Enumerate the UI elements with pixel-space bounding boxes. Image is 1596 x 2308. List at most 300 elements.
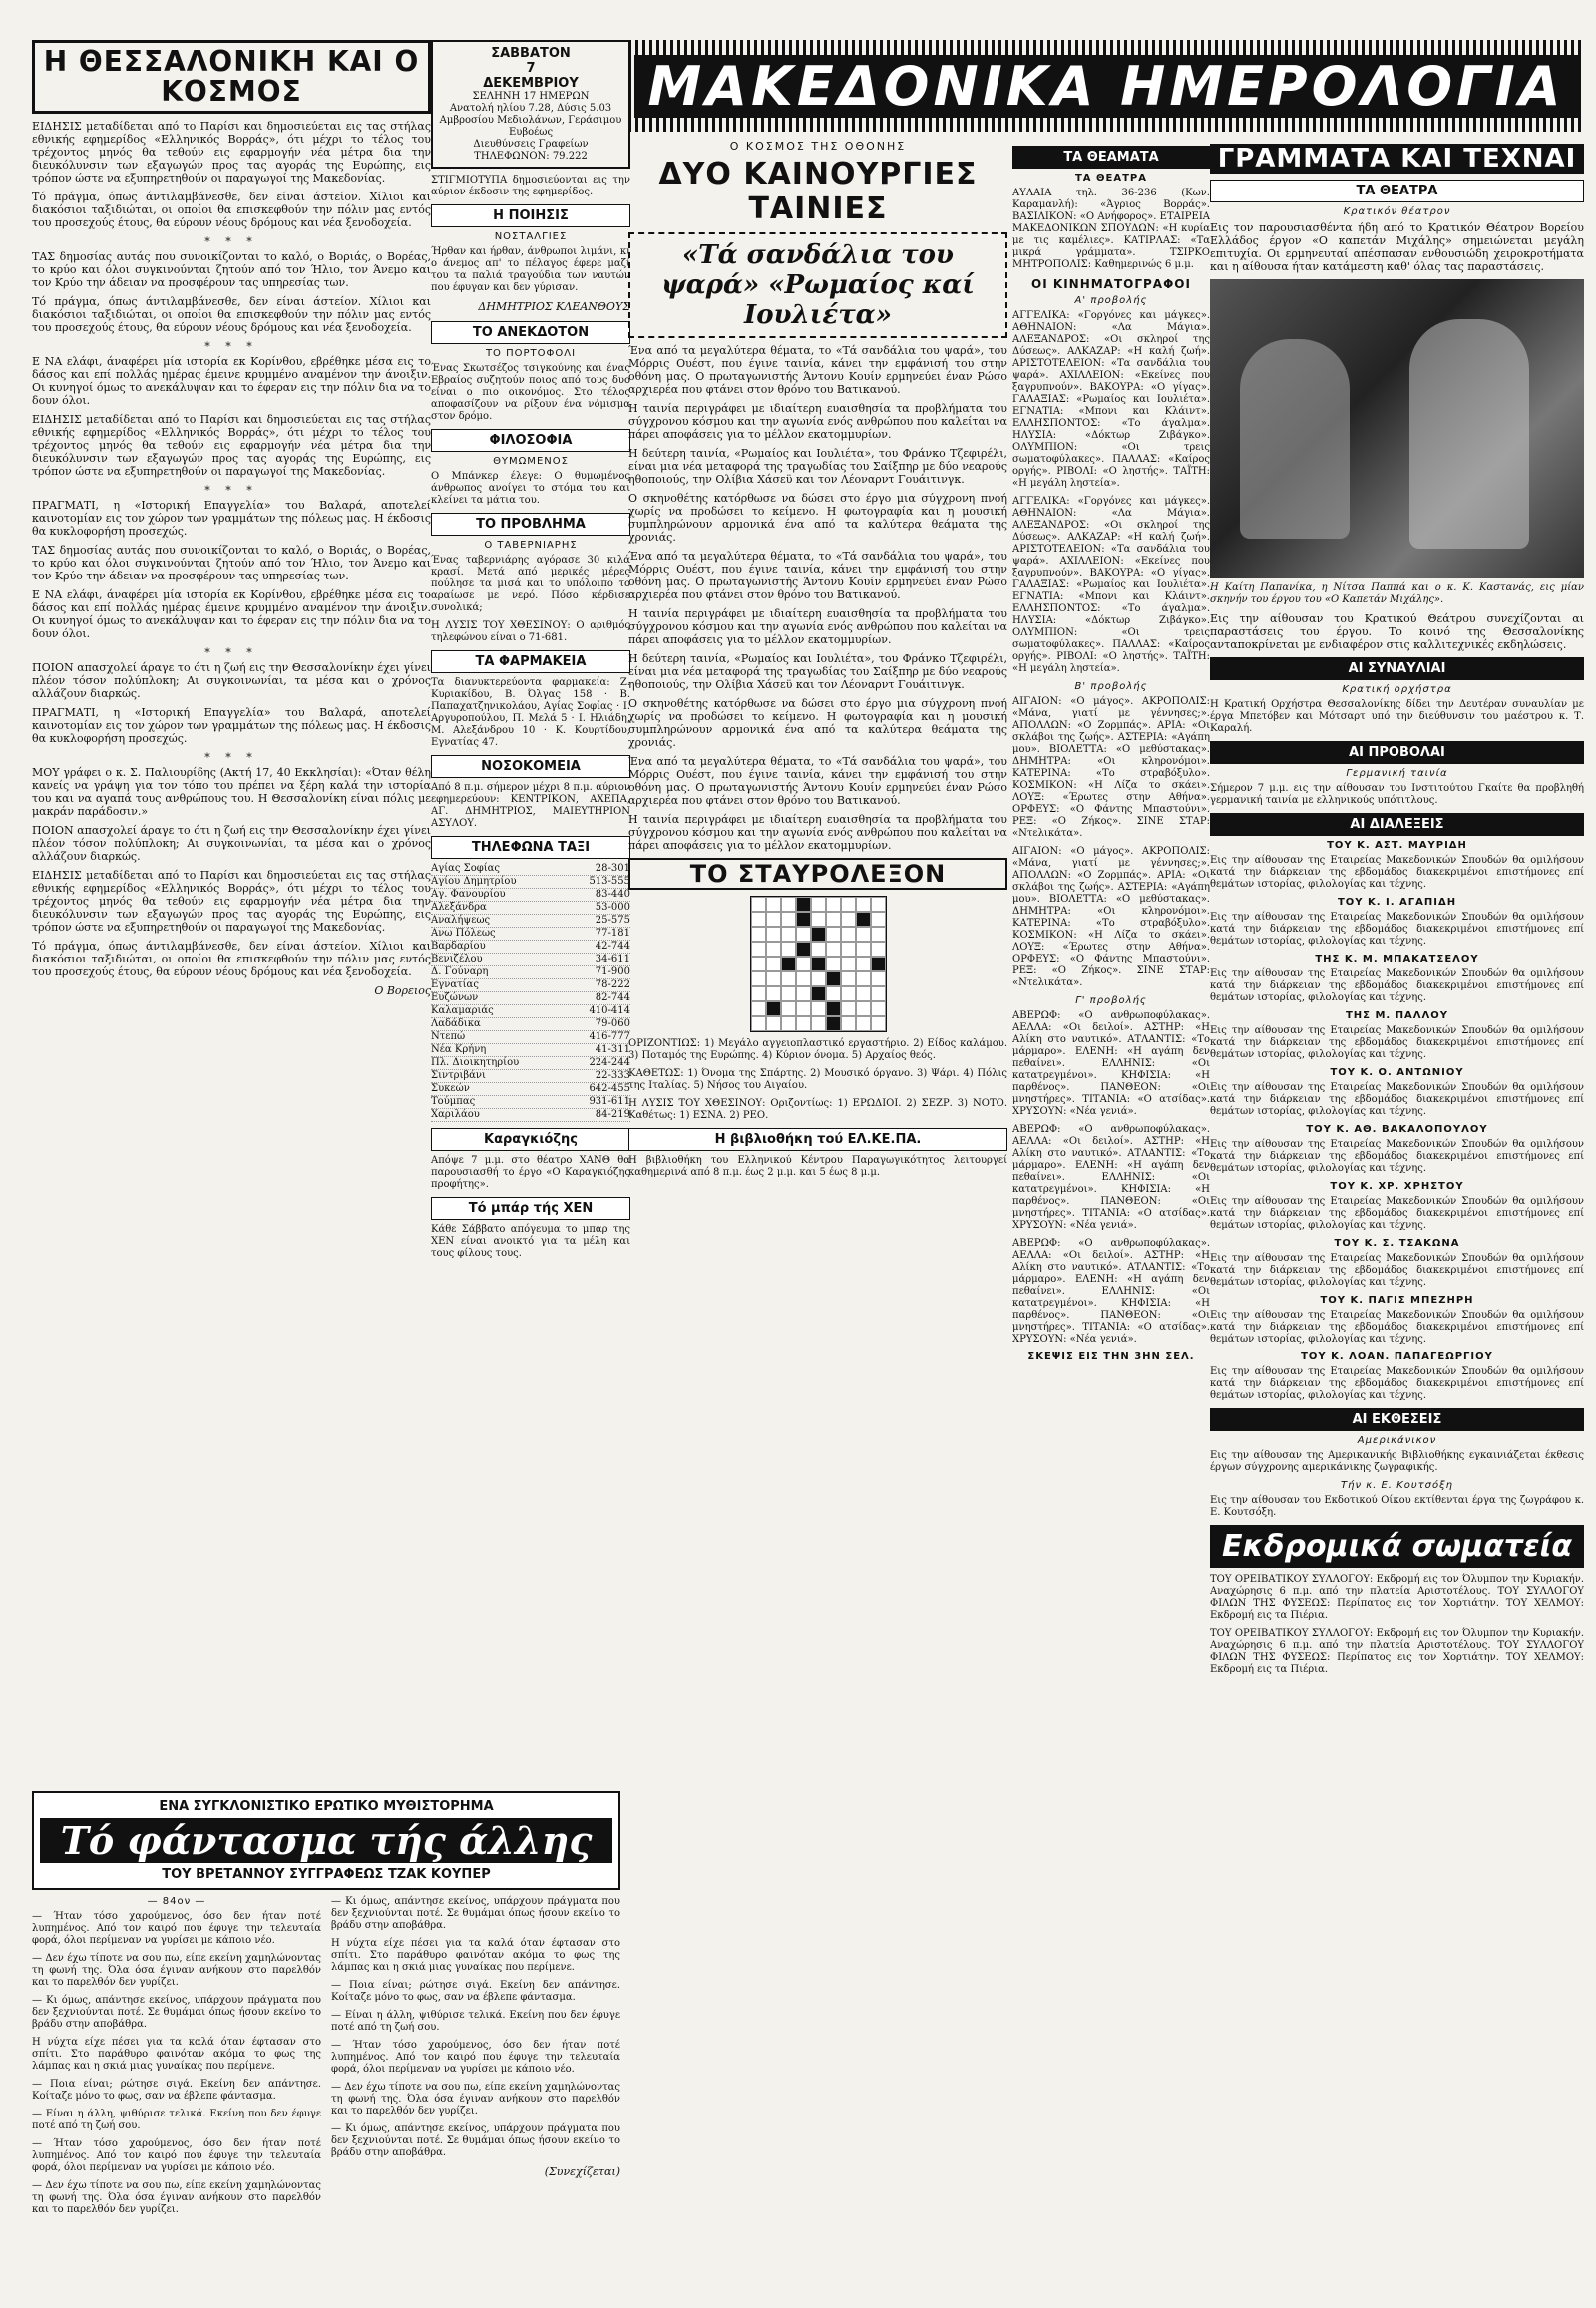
article-paragraph: ΕΙΔΗΣΙΣ μεταδίδεται από το Παρίσι και δημοσιεύεται εις τας στήλας εθνικής εφημερίδος «Ελληνικός Βορράς», ότι μέχρι το τέλος του τρέχοντος μηνός θα τεθούν εις εφαρμογήν νέα μέτρα δια την διευκόλυνσιν των εξαγωγών προς τας αγοράς της Ευρώπης, εις τρόπον ώστε να εξυπηρετηθούν οι παραγωγοί της Μακεδονίας.: [32, 413, 431, 478]
taxi-phone: 22-333: [595, 1070, 630, 1081]
article-paragraph: ΠΟΙΟΝ απασχολεί άραγε το ότι η ζωή εις την Θεσσαλονίκην έχει γίνει πλέον τόσον πολύπλοκη; Αι συγκοινωνίαι, τα μέσα και ο χρόνος αλλάζουν διαρκώς.: [32, 824, 431, 863]
serial-paragraph: — Είναι η άλλη, ψιθύρισε τελικά. Εκείνη που δεν έφυγε ποτέ από τη ζωή σου.: [32, 2109, 321, 2131]
crossword-cell: [856, 1001, 871, 1016]
lecture-text: Εις την αίθουσαν της Εταιρείας Μακεδονικών Σπουδών θα ομιλήσουν κατά την διάρκειαν της εβδομάδος διακεκριμένοι επιστήμονες επί θεμάτων ιστορίας, φιλολογίας και τέχνης.: [1210, 1366, 1584, 1401]
crossword-cell: [871, 971, 886, 986]
crossword-cell: [811, 971, 826, 986]
section-poetry: Η ΠΟΙΗΣΙΣ: [431, 204, 630, 227]
serial-paragraph: — Είναι η άλλη, ψιθύρισε τελικά. Εκείνη που δεν έφυγε ποτέ από τη ζωή σου.: [331, 2010, 620, 2033]
crossword-cell: [796, 897, 811, 912]
taxi-stand: Συκεών: [431, 1083, 470, 1094]
taxi-stand: Τούμπας: [431, 1096, 476, 1107]
crossword-cell: [856, 912, 871, 927]
taxi-list: [431, 863, 630, 1122]
taxi-phone: 416-777: [589, 1031, 630, 1042]
taxi-phone: 41-311: [595, 1044, 630, 1055]
serial-columns: [32, 1896, 620, 2222]
anecdote-text: Ένας Σκωτσέζος τσιγκούνης και ένας Εβραίος συζητούν ποιος από τους δυο είναι ο πιο οικονόμος. Στο τέλος αποφασίζουν να ρίξουν ένα νόμισμα στον δρόμο.: [431, 363, 630, 422]
lecturer-name: ΤΟΥ Κ. ΑΘ. ΒΑΚΑΛΟΠΟΥΛΟΥ: [1306, 1124, 1488, 1135]
section-hospitals: ΝΟΣΟΚΟΜΕΙΑ: [431, 755, 630, 778]
second-run-list: ΑΙΓΑΙΟΝ: «Ο μάγος». ΑΚΡΟΠΟΛΙΣ: «Μάνα, γιατί με γέννησες;». ΑΠΟΛΛΩΝ: «Ο Ζορμπάς». ΑΡΙΑ: «Οι σκλάβοι της ζωής». ΑΣΤΕΡΙΑ: «Αγάπη μου». ΒΙΟΛΕΤΤΑ: «Ο μεθύστακας». ΔΗΜΗΤΡΑ: «Οι κληρονόμοι». ΚΑΤΕΡΙΝΑ: «Το στραβόξυλο». ΚΟΣΜΙΚΟΝ: «Η Λίζα το σκάει». ΛΟΥΞ: «Έρωτες στην Αθήνα». ΟΡΦΕΥΣ: «Ο Φάντης Μπαστούνι». ΡΕΞ: «Ο Ζήκος». ΣΙΝΕ ΣΤΑΡ: «Ντελικάτα».: [1012, 846, 1210, 988]
column-arts: [1210, 140, 1584, 1682]
lecture-text: Εις την αίθουσαν της Εταιρείας Μακεδονικών Σπουδών θα ομιλήσουν κατά την διάρκειαν της εβδομάδος διακεκριμένοι επιστήμονες επί θεμάτων ιστορίας, φιλολογίας και τέχνης.: [1210, 1025, 1584, 1060]
taxi-entry: [431, 915, 630, 928]
serial-column: [331, 1896, 620, 2222]
photo-figure: [1240, 339, 1350, 539]
section-lectures: ΑΙ ΔΙΑΛΕΞΕΙΣ: [1210, 813, 1584, 836]
section-karagiozis: Καραγκιόζης: [431, 1128, 630, 1151]
serial-banner: [32, 1791, 620, 1890]
exhibition-text: Εις την αίθουσαν του Εκδοτικού Οίκου εκτίθενται έργα της ζωγράφου κ. Ε. Κουτσόξη.: [1210, 1495, 1584, 1518]
article-paragraph: ΕΙΔΗΣΙΣ μεταδίδεται από το Παρίσι και δημοσιεύεται εις τας στήλας εθνικής εφημερίδος «Ελληνικός Βορράς», ότι μέχρι το τέλος του τρέχοντος μηνός θα τεθούν εις εφαρμογήν νέα μέτρα δια την διευκόλυνσιν των εξαγωγών προς τας αγοράς της Ευρώπης, εις τρόπον ώστε να εξυπηρετηθούν οι παραγωγοί της Μακεδονίας.: [32, 869, 431, 934]
article-paragraph: ΠΡΑΓΜΑΤΙ, η «Ιστορική Επαγγελία» του Βαλαρά, αποτελεί καινοτομίαν εις τον χώρον των γραμμάτων της πόλεως μας. Η έκδοσις θα κυκλοφορήση προσεχώς.: [32, 706, 431, 745]
taxi-entry: [431, 928, 630, 941]
crossword-cell: [766, 1016, 781, 1031]
section-philosophy: ΦΙΛΟΣΟΦΙΑ: [431, 429, 630, 452]
serial-title: Τό φάντασμα τής άλλης: [40, 1818, 612, 1863]
crossword-cell: [811, 942, 826, 957]
article-paragraph: ΜΟΥ γράφει ο κ. Σ. Παλιουρίδης (Ακτή 17, 40 Εκκλησίαι): «Όταν θέλη κανείς να γράψη για τον τόπο του πρέπει να ξέρη καλά την ιστορία του και να αγαπά τους ανθρώπους του. Η Θεσσαλονίκη είναι πόλις με μακράν παράδοσιν.»: [32, 766, 431, 818]
taxi-phone: 28-301: [595, 863, 630, 874]
crossword-cell: [841, 927, 856, 942]
crossword-cell: [766, 897, 781, 912]
third-run-heading: Γ' προβολής: [1075, 995, 1147, 1006]
column-thessaloniki: [32, 40, 431, 1005]
article-paragraph: Τό πράγμα, όπως άντιλαμβάνεσθε, δεν είναι άστείον. Χίλιοι και διακόσιοι ταξιδιώται, οι οποίοι θα επισκεφθούν την πόλιν μας εντός του προσεχούς έτους, θα εύρουν νέους δρόμους και νέα ξενοδοχεία.: [32, 191, 431, 229]
crossword-cell: [871, 912, 886, 927]
serial-paragraph: — Κι όμως, απάντησε εκείνος, υπάρχουν πράγματα που δεν ξεχνιούνται ποτέ. Σε θυμάμαι όπως ήσουν εκείνο το βράδυ στην αποβάθρα.: [331, 2123, 620, 2158]
theatre-text: Εις τον παρουσιασθέντα ήδη από το Κρατικόν Θέατρον Βορείου Ελλάδος έργον «Ο καπετάν Μιχάλης» σημειώνεται μεγάλη επιτυχία. Οι ερμηνευταί απέσπασαν ενθουσιώδη χειροκροτήματα και η αίθουσα ήταν κατάμεστη καθ' όλας τας παραστάσεις.: [1210, 221, 1584, 273]
crossword-cell: [871, 957, 886, 971]
crossword-cell: [841, 1001, 856, 1016]
excursions-banner: Εκδρομικά σωματεία: [1210, 1525, 1584, 1568]
theatres-heading: ΤΑ ΘΕΑΤΡΑ: [1074, 173, 1147, 184]
column-listings: [1012, 140, 1210, 1366]
section-exhibitions: ΑΙ ΕΚΘΕΣΕΙΣ: [1210, 1408, 1584, 1431]
separator-stars: * * *: [204, 235, 258, 248]
crossword-cell: [766, 986, 781, 1001]
taxi-stand: Λαδάδικα: [431, 1018, 481, 1029]
taxi-stand: Σιντριβάνι: [431, 1070, 486, 1081]
column-cinema-feature: [628, 140, 1007, 1185]
taxi-stand: Αγίου Δημητρίου: [431, 876, 517, 887]
second-run-heading: Β' προβολής: [1074, 681, 1148, 692]
crossword-cell: [751, 942, 766, 957]
crossword-cell: [781, 927, 796, 942]
taxi-stand: Αναλήψεως: [431, 915, 491, 926]
crossword-cell: [841, 897, 856, 912]
serial-paragraph: — Ποια είναι; ρώτησε σιγά. Εκείνη δεν απάντησε. Κοίταζε μόνο το φως, σαν να έβλεπε φάντασμα.: [32, 2079, 321, 2102]
feature-paragraph: Ένα από τα μεγαλύτερα θέματα, το «Τά σανδάλια του ψαρά», του Μόρρις Ουέστ, που έγινε ταινία, κάνει την εμφάνισή του στην οθόνη μας. Ο πρωταγωνιστής Άντονυ Κουίν ερμηνεύει έναν Ρώσο αρχιερέα που φτάνει στον θρόνο του Βατικανού.: [628, 344, 1007, 396]
crossword-cell: [826, 1016, 841, 1031]
taxi-stand: Αγ. Φανουρίου: [431, 889, 506, 900]
crossword-cell: [796, 986, 811, 1001]
first-run-heading: Α' προβολής: [1074, 295, 1148, 306]
taxi-phone: 642-455: [589, 1083, 630, 1094]
crossword-cell: [796, 927, 811, 942]
taxi-phone: 79-060: [595, 1018, 630, 1029]
taxi-entry: [431, 1057, 630, 1070]
section-pharmacies: ΤΑ ΦΑΡΜΑΚΕΙΑ: [431, 650, 630, 673]
screening-text: Σήμερον 7 μ.μ. εις την αίθουσαν του Ινστιτούτου Γκαίτε θα προβληθή γερμανική ταινία με ελληνικούς υπότιτλους.: [1210, 783, 1584, 806]
serial-kicker: ΕΝΑ ΣΥΓΚΛΟΝΙΣΤΙΚΟ ΕΡΩΤΙΚΟ ΜΥΘΙΣΤΟΡΗΜΑ: [159, 1799, 494, 1814]
feature-paragraph: Ένα από τα μεγαλύτερα θέματα, το «Τά σανδάλια του ψαρά», του Μόρρις Ουέστ, που έγινε ταινία, κάνει την εμφάνισή του στην οθόνη μας. Ο πρωταγωνιστής Άντονυ Κουίν ερμηνεύει έναν Ρώσο αρχιερέα που φτάνει στον θρόνο του Βατικανού.: [628, 755, 1007, 807]
karagiozis-text: Απόψε 7 μ.μ. στο θέατρο ΧΑΝΘ θα παρουσιασθή το έργο «Ο Καραγκιόζης προφήτης».: [431, 1155, 630, 1190]
serial-novel: [32, 1785, 620, 2222]
section-library: Η βιβλιοθήκη τού ΕΛ.ΚΕ.ΠΑ.: [628, 1128, 1007, 1151]
feature-titles-box: [628, 232, 1007, 338]
crossword-cell: [871, 1016, 886, 1031]
problem-subtitle: Ο ΤΑΒΕΡΝΙΑΡΗΣ: [484, 540, 578, 551]
crossword-cell: [751, 957, 766, 971]
headline-box: [32, 40, 431, 114]
crossword-cell: [841, 942, 856, 957]
separator-stars: * * *: [204, 340, 258, 353]
lecturer-name: ΤΗΣ Κ. Μ. ΜΠΑΚΑΤΣΕΛΟΥ: [1315, 954, 1479, 964]
taxi-stand: Πλ. Διοικητηρίου: [431, 1057, 520, 1068]
lecturer-name: ΤΟΥ Κ. Σ. ΤΣΑΚΩΝΑ: [1334, 1238, 1460, 1249]
first-run-list: ΑΓΓΕΛΙΚΑ: «Γοργόνες και μάγκες». ΑΘΗΝΑΙΟΝ: «Λα Μάγια». ΑΛΕΞΑΝΔΡΟΣ: «Οι σκληροί της Δύσεως». ΑΛΚΑΖΑΡ: «Η καλή ζωή». ΑΡΙΣΤΟΤΕΛΕΙΟΝ: «Τα σανδάλια του ψαρά». ΑΧΙΛΛΕΙΟΝ: «Εκείνες που ξαγρυπνούν». ΒΑΚΟΥΡΑ: «Ο γίγας». ΓΑΛΑΞΙΑΣ: «Ρωμαίος και Ιουλιέτα». ΕΓΝΑΤΙΑ: «Μπονι και Κλάιντ». ΕΛΛΗΣΠΟΝΤΟΣ: «Το άγαλμα». ΗΛΥΣΙΑ: «Δόκτωρ Ζιβάγκο». ΟΛΥΜΠΙΟΝ: «Οι τρεις σωματοφύλακες». ΠΑΛΛΑΣ: «Καίρος οργής». ΡΙΒΟΛΙ: «Ο ληστής». ΤΑΪΤΗ: «Η μεγάλη ληστεία».: [1012, 310, 1210, 489]
taxi-phone: 77-181: [595, 928, 630, 939]
crossword-cell: [826, 927, 841, 942]
lecture-text: Εις την αίθουσαν της Εταιρείας Μακεδονικών Σπουδών θα ομιλήσουν κατά την διάρκειαν της εβδομάδος διακεκριμένοι επιστήμονες επί θεμάτων ιστορίας, φιλολογίας και τέχνης.: [1210, 1139, 1584, 1174]
crossword-cell: [796, 1001, 811, 1016]
crossword-cell: [796, 971, 811, 986]
crossword-cell: [751, 986, 766, 1001]
taxi-stand: Νέα Κρήνη: [431, 1044, 487, 1055]
lecturer-name: ΤΟΥ Κ. ΛΟΑΝ. ΠΑΠΑΓΕΩΡΓΙΟΥ: [1301, 1351, 1493, 1362]
column-info: [431, 40, 630, 1266]
second-run-list: ΑΙΓΑΙΟΝ: «Ο μάγος». ΑΚΡΟΠΟΛΙΣ: «Μάνα, γιατί με γέννησες;». ΑΠΟΛΛΩΝ: «Ο Ζορμπάς». ΑΡΙΑ: «Οι σκλάβοι της ζωής». ΑΣΤΕΡΙΑ: «Αγάπη μου». ΒΙΟΛΕΤΤΑ: «Ο μεθύστακας». ΔΗΜΗΤΡΑ: «Οι κληρονόμοι». ΚΑΤΕΡΙΝΑ: «Το στραβόξυλο». ΚΟΣΜΙΚΟΝ: «Η Λίζα το σκάει». ΛΟΥΞ: «Έρωτες στην Αθήνα». ΟΡΦΕΥΣ: «Ο Φάντης Μπαστούνι». ΡΕΞ: «Ο Ζήκος». ΣΙΝΕ ΣΤΑΡ: «Ντελικάτα».: [1012, 696, 1210, 839]
taxi-stand: Εγνατίας: [431, 979, 479, 990]
crossword-cell: [751, 1001, 766, 1016]
serial-paragraph: — Δεν έχω τίποτε να σου πω, είπε εκείνη χαμηλώνοντας τη φωνή της. Όλα όσα έγιναν ανήκουν στο παρελθόν και το παρελθόν δεν γυρίζει.: [32, 2180, 321, 2215]
serial-paragraph: — Κι όμως, απάντησε εκείνος, υπάρχουν πράγματα που δεν ξεχνιούνται ποτέ. Σε θυμάμαι όπως ήσουν εκείνο το βράδυ στην αποβάθρα.: [32, 1995, 321, 2030]
crossword-cell: [841, 1016, 856, 1031]
library-text: Η βιβλιοθήκη του Ελληνικού Κέντρου Παραγωγικότητος λειτουργεί καθημερινά από 8 π.μ. έως 2 μ.μ. και 5 έως 8 μ.μ.: [628, 1155, 1007, 1178]
problem-text: Ένας ταβερνιάρης αγόρασε 30 κιλά κρασί. Μετά από μερικές μέρες πούλησε τα μισά και το υπόλοιπο το αραίωσε με νερό. Πόσο κέρδισε συνολικά;: [431, 555, 630, 613]
taxi-entry: [431, 876, 630, 889]
lecture-text: Εις την αίθουσαν της Εταιρείας Μακεδονικών Σπουδών θα ομιλήσουν κατά την διάρκειαν της εβδομάδος διακεκριμένοι επιστήμονες επί θεμάτων ιστορίας, φιλολογίας και τέχνης.: [1210, 1196, 1584, 1231]
taxi-phone: 224-244: [589, 1057, 630, 1068]
crossword-cell: [871, 986, 886, 1001]
article-paragraph: Τό πράγμα, όπως άντιλαμβάνεσθε, δεν είναι άστείον. Χίλιοι και διακόσιοι ταξιδιώται, οι οποίοι θα επισκεφθούν την πόλιν μας εντός του προσεχούς έτους, θα εύρουν νέους δρόμους και νέα ξενοδοχεία.: [32, 940, 431, 978]
exhibition-text: Εις την αίθουσαν της Αμερικανικής Βιβλιοθήκης εγκαινιάζεται έκθεσις έργων σύγχρονης αμερικάνικης ζωγραφικής.: [1210, 1450, 1584, 1473]
author-signature: Ο Βορειος: [374, 984, 431, 997]
anecdote-subtitle: ΤΟ ΠΟΡΤΟΦΟΛΙ: [485, 348, 577, 359]
taxi-stand: Αλεξάνδρα: [431, 902, 487, 913]
crossword-grid: [750, 896, 887, 1032]
feature-paragraph: Ένα από τα μεγαλύτερα θέματα, το «Τά σανδάλια του ψαρά», του Μόρρις Ουέστ, που έγινε ταινία, κάνει την εμφάνισή του στην οθόνη μας. Ο πρωταγωνιστής Άντονυ Κουίν ερμηνεύει έναν Ρώσο αρχιερέα που φτάνει στον θρόνο του Βατικανού.: [628, 550, 1007, 601]
taxi-stand: Ανω Πόλεως: [431, 928, 496, 939]
crossword-cell: [766, 971, 781, 986]
serial-author: ΤΟΥ ΒΡΕΤΑΝΝΟΥ ΣΥΓΓΡΑΦΕΩΣ ΤΖΑΚ ΚΟΥΠΕΡ: [162, 1867, 491, 1882]
crossword-cell: [766, 957, 781, 971]
taxi-entry: [431, 902, 630, 915]
cinemas-heading: ΟΙ ΚΙΝΗΜΑΤΟΓΡΑΦΟΙ: [1031, 277, 1191, 291]
theatres-list: ΑΥΛΑΙΑ τηλ. 36-236 (Κων. Καραμανλή): «Άγριος Βορράς». ΒΑΣΙΛΙΚΟΝ: «Ο Ανήφορος». ΕΤΑΙΡΕΙΑ ΜΑΚΕΔΟΝΙΚΩΝ ΣΠΟΥΔΩΝ: «Η κυρία με τις καμέλιες». ΚΑΤΙΡΛΑΣ: «Τα μικρά γράμματα». ΤΣΙΡΚΟ ΜΗΤΡΟΠΟΛΙΣ: Καθημερινώς 6 μ.μ.: [1012, 188, 1210, 270]
taxi-phone: 83-440: [595, 889, 630, 900]
poetry-signature: ΔΗΜΗΤΡΙΟΣ ΚΛΕΑΝΘΟΥΣ: [478, 300, 630, 313]
crossword-cell: [796, 942, 811, 957]
feature-paragraph: Η δεύτερη ταινία, «Ρωμαίος και Ιουλιέτα», του Φράνκο Τζεφιρέλι, είναι μια νέα μεταφορά της τραγωδίας του Σαίξπηρ με δύο νεαρούς ηθοποιούς, την Ολίβια Χάσεϋ και τον Λέοναρντ Γουάιτινγκ.: [628, 652, 1007, 691]
taxi-phone: 513-555: [589, 876, 630, 887]
theatre-subtitle: Κρατικόν θέατρον: [1343, 206, 1451, 217]
hospitals-text: Από 8 π.μ. σήμερον μέχρι 8 π.μ. αύριον εφημερεύουν: ΚΕΝΤΡΙΚΟΝ, ΑΧΕΠΑ, ΑΓ. ΔΗΜΗΤΡΙΟΣ, ΜΑΙΕΥΤΗΡΙΟΝ ΑΣΥΛΟΥ.: [431, 782, 630, 829]
article-paragraph: ΠΟΙΟΝ απασχολεί άραγε το ότι η ζωή εις την Θεσσαλονίκην έχει γίνει πλέον τόσον πολύπλοκη; Αι συγκοινωνίαι, τα μέσα και ο χρόνος αλλάζουν διαρκώς.: [32, 661, 431, 700]
taxi-entry: [431, 966, 630, 979]
taxi-phone: 34-611: [595, 954, 630, 964]
crossword-cell: [781, 912, 796, 927]
crossword-cell: [841, 957, 856, 971]
article-paragraph: ΤΑΣ δημοσίας αυτάς που συνοικίζονται το καλό, ο Βοριάς, ο Βορέας, το κρύο και όλοι συγκινούνται ζητούν από τον Ήλιο, τον Άνεμο και τον Κρύο την άδειαν να προσφέρουν τας υπηρεσίας των.: [32, 544, 431, 582]
serial-continued: (Συνεχίζεται): [544, 2165, 620, 2178]
crossword-cell: [841, 912, 856, 927]
feature-kicker: Ο ΚΟΣΜΟΣ ΤΗΣ ΟΘΟΝΗΣ: [729, 140, 907, 153]
crossword-cell: [781, 897, 796, 912]
taxi-stand: Δ. Γούναρη: [431, 966, 489, 977]
date-box: [431, 40, 630, 169]
crossword-cell: [811, 986, 826, 1001]
third-run-list: ΑΒΕΡΩΦ: «Ο ανθρωποφύλακας». ΑΕΛΛΑ: «Οι δειλοί». ΑΣΤΗΡ: «Η Αλίκη στο ναυτικό». ΑΤΛΑΝΤΙΣ: «Το μάρμαρο». ΕΛΕΝΗ: «Η αγάπη δεν πεθαίνει». ΕΛΛΗΝΙΣ: «Οι κατατρεγμένοι». ΚΗΦΙΣΙΑ: «Η παρθένος». ΠΑΝΘΕΟΝ: «Οι μνηστήρες». ΤΙΤΑΝΙΑ: «Ο ατσίδας». ΧΡΥΣΟΥΝ: «Νέα γενιά».: [1012, 1010, 1210, 1117]
phone-line: Διευθύνσεις Γραφείων ΤΗΛΕΦΩΝΟΝ: 79.222: [473, 139, 589, 162]
crossword-cell: [781, 971, 796, 986]
taxi-phone: 42-744: [595, 941, 630, 952]
section-problem: ΤΟ ΠΡΟΒΛΗΜΑ: [431, 513, 630, 536]
crossword-cell: [856, 927, 871, 942]
separator-stars: * * *: [204, 484, 258, 497]
lecture-text: Εις την αίθουσαν της Εταιρείας Μακεδονικών Σπουδών θα ομιλήσουν κατά την διάρκειαν της εβδομάδος διακεκριμένοι επιστήμονες επί θεμάτων ιστορίας, φιλολογίας και τέχνης.: [1210, 1082, 1584, 1117]
feature-headline: ΔΥΟ ΚΑΙΝΟΥΡΓΙΕΣ ΤΑΙΝΙΕΣ: [658, 157, 978, 226]
crossword-down: ΚΑΘΕΤΩΣ: 1) Όνομα της Σπάρτης. 2) Μουσικό όργανο. 3) Ψάρι. 4) Πόλις της Ιταλίας. 5) Νήσος του Αιγαίου.: [628, 1068, 1007, 1091]
lecturer-name: ΤΟΥ Κ. Ο. ΑΝΤΩΝΙΟΥ: [1330, 1067, 1464, 1078]
taxi-entry: [431, 1109, 630, 1122]
crossword-cell: [871, 927, 886, 942]
serial-paragraph: — Ήταν τόσο χαρούμενος, όσο δεν ήταν ποτέ λυπημένος. Από τον καιρό που έφυγε την τελευταία φορά, όλοι περίμεναν να γυρίσει με κάποιο νέο.: [331, 2040, 620, 2075]
photo-caption: Η Καίτη Παπανίκα, η Νίτσα Παππά και ο κ. Κ. Καστανάς, εις μίαν σκηνήν του έργου του «Ο Καπετάν Μιχάλης».: [1210, 582, 1584, 605]
taxi-entry: [431, 1096, 630, 1109]
masthead-banner: [628, 40, 1584, 132]
crossword-cell: [811, 1001, 826, 1016]
crossword-cell: [751, 1016, 766, 1031]
serial-paragraph: — Δεν έχω τίποτε να σου πω, είπε εκείνη χαμηλώνοντας τη φωνή της. Όλα όσα έγιναν ανήκουν στο παρελθόν και το παρελθόν δεν γυρίζει.: [32, 1953, 321, 1988]
crossword-cell: [826, 897, 841, 912]
crossword-cell: [751, 897, 766, 912]
taxi-stand: Χαριλάου: [431, 1109, 480, 1120]
taxi-phone: 82-744: [595, 992, 630, 1003]
serial-column: [32, 1896, 321, 2222]
section-theatre: ΤΑ ΘΕΑΤΡΑ: [1210, 180, 1584, 202]
serial-paragraph: — Ήταν τόσο χαρούμενος, όσο δεν ήταν ποτέ λυπημένος. Από τον καιρό που έφυγε την τελευταία φορά, όλοι περίμεναν να γυρίσει με κάποιο νέο.: [32, 2138, 321, 2173]
date-number: 7: [526, 61, 536, 76]
feature-film-titles: «Τά σανδάλια του ψαρά» «Ρωμαίος καί Ιουλιέτα»: [661, 240, 975, 330]
crossword-cell: [826, 986, 841, 1001]
taxi-entry: [431, 1083, 630, 1096]
crossword-cell: [826, 957, 841, 971]
crossword-cell: [766, 927, 781, 942]
crossword-cell: [826, 1001, 841, 1016]
lecture-text: Εις την αίθουσαν της Εταιρείας Μακεδονικών Σπουδών θα ομιλήσουν κατά την διάρκειαν της εβδομάδος διακεκριμένοι επιστήμονες επί θεμάτων ιστορίας, φιλολογίας και τέχνης.: [1210, 855, 1584, 890]
crossword-cell: [796, 912, 811, 927]
crossword-cell: [751, 971, 766, 986]
arts-headline: ΓΡΑΜΜΑΤΑ ΚΑΙ ΤΕΧΝΑΙ: [1210, 144, 1584, 174]
lecturer-name: ΤΟΥ Κ. ΠΑΓΙΣ ΜΠΕΖΗΡΗ: [1320, 1295, 1474, 1306]
headline-thessaloniki: Η ΘΕΣΣΑΛΟΝΙΚΗ ΚΑΙ Ο ΚΟΣΜΟΣ: [43, 45, 420, 108]
saints-line: Αμβροσίου Μεδιολάνων, Γεράσιμου Ευβοέως: [439, 115, 622, 138]
taxi-stand: Καλαμαριάς: [431, 1005, 494, 1016]
crossword-cell: [766, 1001, 781, 1016]
article-paragraph: Τό πράγμα, όπως άντιλαμβάνεσθε, δεν είναι άστείον. Χίλιοι και διακόσιοι ταξιδιώται, οι οποίοι θα επισκεφθούν την πόλιν μας εντός του προσεχούς έτους, θα εύρουν νέους δρόμους και νέα ξενοδοχεία.: [32, 295, 431, 334]
article-paragraph: ΕΙΔΗΣΙΣ μεταδίδεται από το Παρίσι και δημοσιεύεται εις τας στήλας εθνικής εφημερίδος «Ελληνικός Βορράς», ότι μέχρι το τέλος του τρέχοντος μηνός θα τεθούν εις εφαρμογήν νέα μέτρα δια την διευκόλυνσιν των εξαγωγών προς τας αγοράς της Ευρώπης, εις τρόπον ώστε να εξυπηρετηθούν οι παραγωγοί της Μακεδονίας.: [32, 120, 431, 185]
taxi-entry: [431, 954, 630, 966]
lecturer-name: ΤΗΣ Μ. ΠΑΛΛΟΥ: [1345, 1010, 1449, 1021]
article-paragraph: Ε ΝΑ ελάφι, άναφέρει μία ιστορία εκ Κορίνθου, εβρέθηκε μέσα εις το δάσος και επί πολλάς ημέρας έμεινε κρυμμένο αναμένον την άνοιξιν. Οι κυνηγοί όμως το ανεκάλυψαν και το έφεραν εις την πόλιν δια να το δουν όλοι.: [32, 588, 431, 640]
taxi-stand: Βενιζέλου: [431, 954, 483, 964]
screening-subtitle: Γερμανική ταινία: [1346, 768, 1448, 779]
crossword-solution: Η ΛΥΣΙΣ ΤΟΥ ΧΘΕΣΙΝΟΥ: Οριζοντίως: 1) ΕΡΩΔΙΟΙ. 2) ΣΕΖΡ. 3) ΝΟΤΟ. Καθέτως: 1) ΕΣΝΑ. 2) ΡΕΟ.: [628, 1098, 1007, 1121]
crossword-cell: [856, 1016, 871, 1031]
crossword-title: ΤΟ ΣΤΑΥΡΟΛΕΞΟΝ: [628, 858, 1007, 890]
feature-paragraph: Η ταινία περιγράφει με ιδιαίτερη ευαισθησία τα προβλήματα του σύγχρονου κόσμου και την αγωνία ενός ανθρώπου που καλείται να πάρει αποφάσεις για το μέλλον εκατομμυρίων.: [628, 402, 1007, 441]
problem-solution: Η ΛΥΣΙΣ ΤΟΥ ΧΘΕΣΙΝΟΥ: Ο αριθμός τηλεφώνου είναι ο 71-681.: [431, 620, 630, 643]
concert-text: Η Κρατική Ορχήστρα Θεσσαλονίκης δίδει την Δευτέραν συναυλίαν με έργα Μπετόβεν και Μότσαρτ υπό την διεύθυνσιν του μαέστρου κ. Τ. Καραλή.: [1210, 699, 1584, 734]
crossword-cell: [796, 1016, 811, 1031]
crossword-cell: [811, 1016, 826, 1031]
crossword-cell: [871, 942, 886, 957]
taxi-entry: [431, 1018, 630, 1031]
crossword-cell: [796, 957, 811, 971]
taxi-entry: [431, 979, 630, 992]
lecture-text: Εις την αίθουσαν της Εταιρείας Μακεδονικών Σπουδών θα ομιλήσουν κατά την διάρκειαν της εβδομάδος διακεκριμένοι επιστήμονες επί θεμάτων ιστορίας, φιλολογίας και τέχνης.: [1210, 968, 1584, 1003]
section-screenings: ΑΙ ΠΡΟΒΟΛΑΙ: [1210, 741, 1584, 764]
taxi-entry: [431, 1044, 630, 1057]
crossword-cell: [826, 942, 841, 957]
excursions-text: ΤΟΥ ΟΡΕΙΒΑΤΙΚΟΥ ΣΥΛΛΟΓΟΥ: Εκδρομή εις τον Όλυμπον την Κυριακήν. Αναχώρησις 6 π.μ. από την πλατεία Αριστοτέλους. ΤΟΥ ΣΥΛΛΟΓΟΥ ΦΙΛΩΝ ΤΗΣ ΦΥΣΕΩΣ: Περίπατος εις τον Χορτιάτην. ΤΟΥ ΧΕΛΜΟΥ: Εκδρομή εις τα Πιέρια.: [1210, 1628, 1584, 1675]
third-run-list: ΑΒΕΡΩΦ: «Ο ανθρωποφύλακας». ΑΕΛΛΑ: «Οι δειλοί». ΑΣΤΗΡ: «Η Αλίκη στο ναυτικό». ΑΤΛΑΝΤΙΣ: «Το μάρμαρο». ΕΛΕΝΗ: «Η αγάπη δεν πεθαίνει». ΕΛΛΗΝΙΣ: «Οι κατατρεγμένοι». ΚΗΦΙΣΙΑ: «Η παρθένος». ΠΑΝΘΕΟΝ: «Οι μνηστήρες». ΤΙΤΑΝΙΑ: «Ο ατσίδας». ΧΡΥΣΟΥΝ: «Νέα γενιά».: [1012, 1124, 1210, 1231]
third-run-list: ΑΒΕΡΩΦ: «Ο ανθρωποφύλακας». ΑΕΛΛΑ: «Οι δειλοί». ΑΣΤΗΡ: «Η Αλίκη στο ναυτικό». ΑΤΛΑΝΤΙΣ: «Το μάρμαρο». ΕΛΕΝΗ: «Η αγάπη δεν πεθαίνει». ΕΛΛΗΝΙΣ: «Οι κατατρεγμένοι». ΚΗΦΙΣΙΑ: «Η παρθένος». ΠΑΝΘΕΟΝ: «Οι μνηστήρες». ΤΙΤΑΝΙΑ: «Ο ατσίδας». ΧΡΥΣΟΥΝ: «Νέα γενιά».: [1012, 1238, 1210, 1345]
crossword-cell: [781, 986, 796, 1001]
theatre-text: Εις την αίθουσαν του Κρατικού Θεάτρου συνεχίζονται αι παραστάσεις του έργου. Το κοινό της Θεσσαλονίκης ανταποκρίνεται με ενδιαφέρον στις καλλιτεχνικές εκδηλώσεις.: [1210, 612, 1584, 651]
serial-paragraph: — Δεν έχω τίποτε να σου πω, είπε εκείνη χαμηλώνοντας τη φωνή της. Όλα όσα έγιναν ανήκουν στο παρελθόν και το παρελθόν δεν γυρίζει.: [331, 2082, 620, 2116]
crossword-cell: [856, 971, 871, 986]
serial-paragraph: — Κι όμως, απάντησε εκείνος, υπάρχουν πράγματα που δεν ξεχνιούνται ποτέ. Σε θυμάμαι όπως ήσουν εκείνο το βράδυ στην αποβάθρα.: [331, 1896, 620, 1931]
section-anecdote: ΤΟ ΑΝΕΚΔΟΤΟΝ: [431, 321, 630, 344]
taxi-phone: 78-222: [595, 979, 630, 990]
taxi-entry: [431, 889, 630, 902]
poetry-text: Ήρθαν και ήρθαν, άνθρωποι λιμάνι, κι ο άνεμος απ' το πέλαγος έφερε μαζί του τα παλιά τραγούδια των ναυτών που έφυγαν και δεν γύρισαν.: [431, 246, 630, 293]
photo-figure: [1409, 319, 1529, 549]
crossword-cell: [766, 912, 781, 927]
crossword-cell: [781, 1016, 796, 1031]
hen-text: Κάθε Σάββατο απόγευμα το μπαρ της ΧΕΝ είναι ανοικτό για τα μέλη και τους φίλους τους.: [431, 1224, 630, 1259]
lecture-text: Εις την αίθουσαν της Εταιρείας Μακεδονικών Σπουδών θα ομιλήσουν κατά την διάρκειαν της εβδομάδος διακεκριμένοι επιστήμονες επί θεμάτων ιστορίας, φιλολογίας και τέχνης.: [1210, 1310, 1584, 1345]
separator-stars: * * *: [204, 646, 258, 659]
lecture-text: Εις την αίθουσαν της Εταιρείας Μακεδονικών Σπουδών θα ομιλήσουν κατά την διάρκειαν της εβδομάδος διακεκριμένοι επιστήμονες επί θεμάτων ιστορίας, φιλολογίας και τέχνης.: [1210, 912, 1584, 947]
feature-paragraph: Ο σκηνοθέτης κατόρθωσε να δώσει στο έργο μια σύγχρονη πνοή χωρίς να προδώσει το κείμενο. Η φωτογραφία και η μουσική συμπληρώνουν αρμονικά ένα από τα καλύτερα θεάματα της χρονιάς.: [628, 697, 1007, 749]
article-paragraph: ΠΡΑΓΜΑΤΙ, η «Ιστορική Επαγγελία» του Βαλαρά, αποτελεί καινοτομίαν εις τον χώρον των γραμμάτων της πόλεως μας. Η έκδοσις θα κυκλοφορήση προσεχώς.: [32, 499, 431, 538]
taxi-entry: [431, 1005, 630, 1018]
article-paragraph: Ε ΝΑ ελάφι, άναφέρει μία ιστορία εκ Κορίνθου, εβρέθηκε μέσα εις το δάσος και επί πολλάς ημέρας έμεινε κρυμμένο αναμένον την άνοιξιν. Οι κυνηγοί όμως το ανεκάλυψαν και το έφεραν εις την πόλιν δια να το δουν όλοι.: [32, 355, 431, 407]
lecturer-name: ΤΟΥ Κ. ΧΡ. ΧΡΗΣΤΟΥ: [1330, 1181, 1464, 1192]
philosophy-text: Ο Μπάνκερ έλεγε: Ο θυμωμένος άνθρωπος ανοίγει το στόμα του και κλείνει τα μάτια του.: [431, 471, 630, 506]
lecturers-list: [1210, 840, 1584, 1402]
section-taxi: ΤΗΛΕΦΩΝΑ ΤΑΞΙ: [431, 836, 630, 859]
crossword-cell: [781, 942, 796, 957]
crossword-cell: [856, 942, 871, 957]
taxi-phone: 25-575: [595, 915, 630, 926]
taxi-entry: [431, 941, 630, 954]
serial-paragraph: — Ποια είναι; ρώτησε σιγά. Εκείνη δεν απάντησε. Κοίταζε μόνο το φως, σαν να έβλεπε φάντασμα.: [331, 1980, 620, 2003]
date-month: ΔΕΚΕΜΒΡΙΟΥ: [483, 76, 579, 91]
poetry-subtitle: ΝΟΣΤΑΛΓΙΕΣ: [494, 231, 568, 242]
taxi-stand: Ευζώνων: [431, 992, 479, 1003]
crossword-cell: [871, 1001, 886, 1016]
crossword-cell: [766, 942, 781, 957]
masthead-title: ΜΑΚΕΔΟΝΙΚΑ ΗΜΕΡΟΛΟΓΙΑ: [634, 55, 1579, 118]
taxi-entry: [431, 1070, 630, 1083]
taxi-phone: 410-414: [589, 1005, 630, 1016]
serial-paragraph: Η νύχτα είχε πέσει για τα καλά όταν έφτασαν στο σπίτι. Στο παράθυρο φαινόταν ακόμα το φως της λάμπας και η σκιά μιας γυναίκας που περίμενε.: [331, 1938, 620, 1973]
first-run-list: ΑΓΓΕΛΙΚΑ: «Γοργόνες και μάγκες». ΑΘΗΝΑΙΟΝ: «Λα Μάγια». ΑΛΕΞΑΝΔΡΟΣ: «Οι σκληροί της Δύσεως». ΑΛΚΑΖΑΡ: «Η καλή ζωή». ΑΡΙΣΤΟΤΕΛΕΙΟΝ: «Τα σανδάλια του ψαρά». ΑΧΙΛΛΕΙΟΝ: «Εκείνες που ξαγρυπνούν». ΒΑΚΟΥΡΑ: «Ο γίγας». ΓΑΛΑΞΙΑΣ: «Ρωμαίος και Ιουλιέτα». ΕΓΝΑΤΙΑ: «Μπονι και Κλάιντ». ΕΛΛΗΣΠΟΝΤΟΣ: «Το άγαλμα». ΗΛΥΣΙΑ: «Δόκτωρ Ζιβάγκο». ΟΛΥΜΠΙΟΝ: «Οι τρεις σωματοφύλακες». ΠΑΛΛΑΣ: «Καίρος οργής». ΡΙΒΟΛΙ: «Ο ληστής». ΤΑΪΤΗ: «Η μεγάλη ληστεία».: [1012, 496, 1210, 674]
crossword-cell: [856, 957, 871, 971]
taxi-phone: 84-219: [595, 1109, 630, 1120]
listings-footer: ΣΚΕΨΙΣ ΕΙΣ ΤΗΝ 3ΗΝ ΣΕΛ.: [1027, 1351, 1195, 1362]
taxi-stand: Βαρδαρίου: [431, 941, 486, 952]
taxi-entry: [431, 992, 630, 1005]
excursions-text: ΤΟΥ ΟΡΕΙΒΑΤΙΚΟΥ ΣΥΛΛΟΓΟΥ: Εκδρομή εις τον Όλυμπον την Κυριακήν. Αναχώρησις 6 π.μ. από την πλατεία Αριστοτέλους. ΤΟΥ ΣΥΛΛΟΓΟΥ ΦΙΛΩΝ ΤΗΣ ΦΥΣΕΩΣ: Περίπατος εις τον Χορτιάτην. ΤΟΥ ΧΕΛΜΟΥ: Εκδρομή εις τα Πιέρια.: [1210, 1574, 1584, 1621]
crossword-cell: [826, 971, 841, 986]
crossword-cell: [841, 986, 856, 1001]
crossword-cell: [811, 957, 826, 971]
crossword-cell: [751, 912, 766, 927]
serial-paragraph: — Ήταν τόσο χαρούμενος, όσο δεν ήταν ποτέ λυπημένος. Από τον καιρό που έφυγε την τελευταία φορά, όλοι περίμεναν να γυρίσει με κάποιο νέο.: [32, 1911, 321, 1946]
feature-paragraph: Η ταινία περιγράφει με ιδιαίτερη ευαισθησία τα προβλήματα του σύγχρονου κόσμου και την αγωνία ενός ανθρώπου που καλείται να πάρει αποφάσεις για το μέλλον εκατομμυρίων.: [628, 813, 1007, 852]
crossword-cell: [856, 986, 871, 1001]
section-hen: Τό μπάρ τής ΧΕΝ: [431, 1197, 630, 1220]
crossword-cell: [811, 927, 826, 942]
article-paragraph: ΤΑΣ δημοσίας αυτάς που συνοικίζονται το καλό, ο Βοριάς, ο Βορέας, το κρύο και όλοι συγκινούνται ζητούν από τον Ήλιο, τον Άνεμο και τον Κρύο την άδειαν να προσφέρουν τας υπηρεσίας των.: [32, 250, 431, 289]
note: ΣΤΙΓΜΙΟΤΥΠΑ δημοσιεύονται εις την αύριον έκδοσιν της εφημερίδος.: [431, 175, 630, 197]
serial-part: — 84ον —: [147, 1896, 206, 1907]
taxi-phone: 53-000: [595, 902, 630, 913]
crossword-cell: [871, 897, 886, 912]
theatre-photo: [1210, 279, 1584, 578]
section-concerts: ΑΙ ΣΥΝΑΥΛΙΑΙ: [1210, 657, 1584, 680]
exhibition-subtitle: Τήν κ. Ε. Κουτσόξη: [1341, 1480, 1453, 1491]
taxi-entry: [431, 863, 630, 876]
taxi-entry: [431, 1031, 630, 1044]
pharmacies-text: Τα διανυκτερεύοντα φαρμακεία: Ζ. Κυριακίδου, Β. Όλγας 158 · Β. Παπαχατζηνικολάου, Αγίας Σοφίας · Ι. Αργυροπούλου, Π. Μελά 5 · Ι. Ηλιάδη, Μ. Αλεξάνδρου 10 · Κ. Κουρτίδου, Εγνατίας 47.: [431, 677, 630, 748]
crossword-cell: [751, 927, 766, 942]
crossword-across: ΟΡΙΖΟΝΤΙΩΣ: 1) Μεγάλο αγγειοπλαστικό εργαστήριο. 2) Είδος καλάμου. 3) Ποταμός της Ευρώπης. 4) Κύριον όνομα. 5) Αρχαίος θεός.: [628, 1038, 1007, 1061]
crossword-cell: [781, 957, 796, 971]
separator-stars: * * *: [204, 751, 258, 764]
sun-line: Ανατολή ηλίου 7.28, Δύσις 5.03: [449, 103, 612, 114]
taxi-stand: Ντεπώ: [431, 1031, 466, 1042]
crossword-cell: [826, 912, 841, 927]
moon-line: ΣΕΛΗΝΗ 17 ΗΜΕΡΩΝ: [472, 91, 590, 102]
feature-paragraph: Η ταινία περιγράφει με ιδιαίτερη ευαισθησία τα προβλήματα του σύγχρονου κόσμου και την αγωνία ενός ανθρώπου που καλείται να πάρει αποφάσεις για το μέλλον εκατομμυρίων.: [628, 607, 1007, 646]
concert-subtitle: Κρατική ορχήστρα: [1342, 684, 1452, 695]
date-day: ΣΑΒΒΑΤΟΝ: [491, 46, 571, 61]
lecturer-name: ΤΟΥ Κ. Ι. ΑΓΑΠΙΔΗ: [1337, 897, 1457, 908]
exhibition-subtitle: Αμερικάνικον: [1357, 1435, 1437, 1446]
serial-paragraph: Η νύχτα είχε πέσει για τα καλά όταν έφτασαν στο σπίτι. Στο παράθυρο φαινόταν ακόμα το φως της λάμπας και η σκιά μιας γυναίκας που περίμενε.: [32, 2037, 321, 2072]
crossword-cell: [811, 897, 826, 912]
taxi-phone: 931-611: [589, 1096, 630, 1107]
lecturer-name: ΤΟΥ Κ. ΑΣΤ. ΜΑΥΡΙΔΗ: [1327, 840, 1467, 851]
feature-paragraph: Ο σκηνοθέτης κατόρθωσε να δώσει στο έργο μια σύγχρονη πνοή χωρίς να προδώσει το κείμενο. Η φωτογραφία και η μουσική συμπληρώνουν αρμονικά ένα από τα καλύτερα θεάματα της χρονιάς.: [628, 492, 1007, 544]
